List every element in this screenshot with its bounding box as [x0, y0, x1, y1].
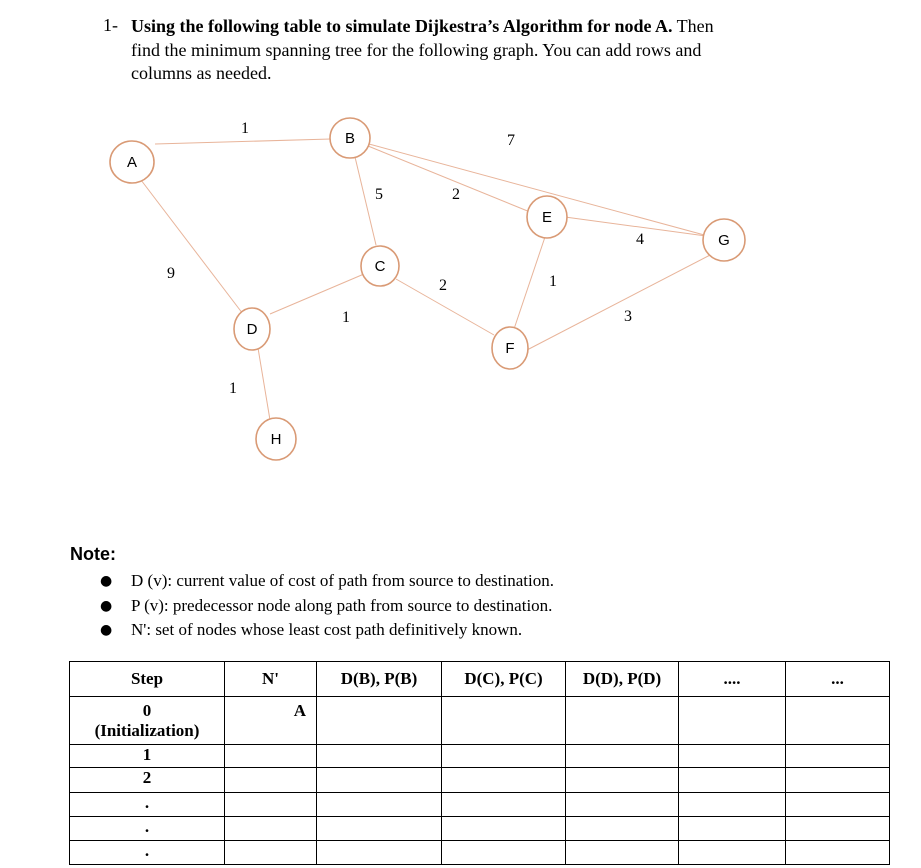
node-label-b: B: [344, 130, 356, 147]
edge-label-a-b: 1: [241, 120, 249, 137]
edge-label-c-d: 1: [342, 309, 350, 326]
node-label-f: F: [505, 340, 515, 357]
header-step: Step: [70, 662, 225, 697]
extra-cell[interactable]: [679, 793, 786, 817]
edge-label-b-c: 5: [375, 186, 383, 203]
dc-cell[interactable]: [442, 697, 566, 745]
node-label-g: G: [718, 232, 730, 249]
header-more-1: ....: [679, 662, 786, 697]
node-label-a: A: [126, 154, 138, 171]
note-item-text: D (v): current value of cost of path from source to destination.: [131, 571, 554, 590]
header-nprime: N': [225, 662, 317, 697]
db-cell[interactable]: [317, 793, 442, 817]
step-cell: 1: [70, 745, 225, 768]
nprime-cell: A: [225, 697, 317, 745]
node-label-e: E: [541, 209, 553, 226]
edge-label-e-g: 4: [636, 231, 644, 248]
dc-cell[interactable]: [442, 817, 566, 841]
question-line3: columns as needed.: [131, 63, 272, 83]
nprime-cell[interactable]: [225, 817, 317, 841]
extra-cell[interactable]: [679, 745, 786, 768]
note-title: Note:: [70, 544, 116, 564]
edge-a-b: [155, 139, 331, 144]
edge-label-e-f: 1: [549, 273, 557, 290]
table-row: [70, 697, 890, 745]
dc-cell[interactable]: [442, 745, 566, 768]
table-header-row: [70, 662, 890, 697]
note-item: [100, 618, 554, 643]
note-item: [100, 569, 554, 594]
db-cell[interactable]: [317, 768, 442, 793]
step-cell: .: [70, 841, 225, 865]
extra-cell[interactable]: [786, 793, 890, 817]
node-label-h: H: [270, 431, 282, 448]
edge-label-b-e: 2: [452, 186, 460, 203]
table-row: [70, 768, 890, 793]
dd-cell[interactable]: [566, 841, 679, 865]
nprime-cell[interactable]: [225, 745, 317, 768]
step-sub: (Initialization): [94, 721, 200, 740]
edge-label-b-g: 7: [507, 132, 515, 149]
edge-e-f: [513, 237, 545, 332]
extra-cell[interactable]: [679, 697, 786, 745]
bullet-icon: ●: [100, 622, 113, 638]
question-number: 1-: [103, 15, 118, 35]
header-dc-pc: D(C), P(C): [442, 662, 566, 697]
nprime-cell[interactable]: [225, 793, 317, 817]
extra-cell[interactable]: [786, 697, 890, 745]
nprime-cell[interactable]: [225, 768, 317, 793]
dd-cell[interactable]: [566, 768, 679, 793]
question-line1-rest: Then: [672, 16, 714, 36]
edge-label-d-h: 1: [229, 380, 237, 397]
edge-b-c: [355, 157, 376, 245]
header-db-pb: D(B), P(B): [317, 662, 442, 697]
note-list: [100, 569, 554, 643]
header-dd-pd: D(D), P(D): [566, 662, 679, 697]
dc-cell[interactable]: [442, 841, 566, 865]
edge-label-f-g: 3: [624, 308, 632, 325]
extra-cell[interactable]: [786, 817, 890, 841]
note-item: [100, 594, 554, 619]
edge-f-g: [527, 254, 712, 350]
extra-cell[interactable]: [786, 745, 890, 768]
table-row: [70, 817, 890, 841]
step-cell: [70, 697, 225, 745]
edge-d-h: [258, 348, 270, 420]
step-cell: .: [70, 817, 225, 841]
extra-cell[interactable]: [786, 768, 890, 793]
bullet-icon: ●: [100, 597, 113, 614]
step-value: 0: [142, 701, 152, 720]
bullet-icon: ●: [100, 573, 113, 589]
edge-label-a-d: 9: [167, 265, 175, 282]
edge-a-d: [141, 180, 243, 314]
extra-cell[interactable]: [679, 817, 786, 841]
dd-cell[interactable]: [566, 745, 679, 768]
step-cell: 2: [70, 768, 225, 793]
node-label-c: C: [374, 258, 386, 275]
question-bold-text: Using the following table to simulate Dijkestra’s Algorithm for node A.: [131, 16, 673, 36]
note-item-text: P (v): predecessor node along path from source to destination.: [131, 595, 553, 615]
dd-cell[interactable]: [566, 817, 679, 841]
extra-cell[interactable]: [679, 768, 786, 793]
step-cell: .: [70, 793, 225, 817]
header-more-2: ...: [786, 662, 890, 697]
extra-cell[interactable]: [786, 841, 890, 865]
db-cell[interactable]: [317, 745, 442, 768]
nprime-cell[interactable]: [225, 841, 317, 865]
table-row: [70, 745, 890, 768]
note-item-text: N': set of nodes whose least cost path definitively known.: [131, 620, 523, 639]
extra-cell[interactable]: [679, 841, 786, 865]
edge-b-e: [368, 146, 530, 212]
table-row: [70, 841, 890, 865]
question-line2: find the minimum spanning tree for the following graph. You can add rows and: [131, 39, 702, 60]
db-cell[interactable]: [317, 817, 442, 841]
dd-cell[interactable]: [566, 697, 679, 745]
dc-cell[interactable]: [442, 768, 566, 793]
dc-cell[interactable]: [442, 793, 566, 817]
node-label-d: D: [246, 321, 258, 338]
table-row: [70, 793, 890, 817]
edge-label-c-f: 2: [439, 277, 447, 294]
edge-c-d: [270, 274, 364, 314]
db-cell[interactable]: [317, 841, 442, 865]
dijkstra-table: [69, 661, 890, 865]
dd-cell[interactable]: [566, 793, 679, 817]
db-cell[interactable]: [317, 697, 442, 745]
